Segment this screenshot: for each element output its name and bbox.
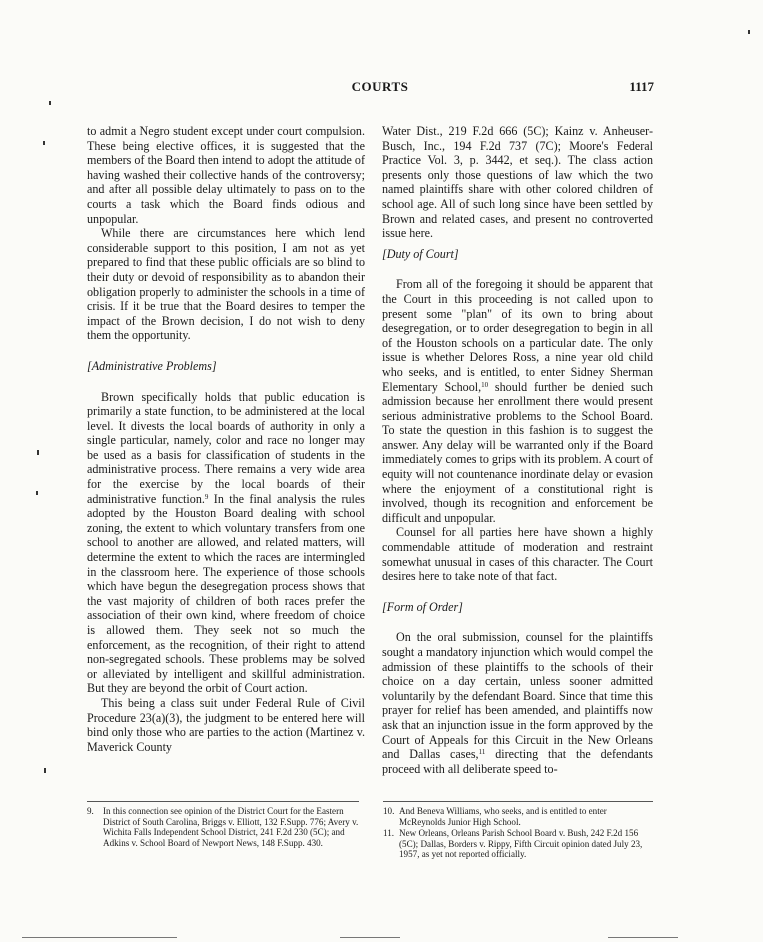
page-number: 1117: [629, 79, 654, 94]
left-paragraph-3: [87, 390, 365, 696]
scan-edge-line: [340, 937, 400, 938]
right-paragraph-4-part-a: On the oral submission, counsel for the plaintiffs sought a mandatory injunction which would compel the admission of these plaintiffs to the schools of their choice on a day certain, unless sooner admitted voluntarily by the defendant Board. Since that time this prayer for relief has been amended, and plaintiffs now ask that an injunction issue in the form approved by the Court of Appeals for this Circuit in the New Orleans and Dallas cases,: [382, 630, 653, 762]
footnote-number: 10.: [383, 806, 395, 816]
section-heading-administrative-problems: [Administrative Problems]: [87, 358, 217, 373]
scan-speck: [43, 141, 45, 145]
footnote-ref-9[interactable]: 9: [204, 492, 209, 501]
footnotes-right: [383, 801, 653, 861]
left-paragraph-3-part-a: Brown specifically holds that public education is primarily a state function, to be administered at the local level. It divests the local boards of authority in only a single particular, namely, color and race no longer may be used as a basis for classification of students in the administrative process. There remains a very wide area for the exercise by the local boards of their administrative function.: [87, 389, 365, 506]
left-paragraph-1: to admit a Negro student except under court compulsion. These being elective offices, it is suggested that the members of the Board then intend to adopt the attitude of having washed their collective hands of the controversy; and after all possible delay ultimately to pass on to the courts a task which the Board finds odious and unpopular.: [87, 124, 365, 226]
right-paragraph-2: [382, 277, 653, 525]
footnote-rule: [87, 801, 359, 802]
left-paragraph-4: This being a class suit under Federal Rule of Civil Procedure 23(a)(3), the judgment to be entered here will bind only those who are parties to the action (Martinez v. Maverick County: [87, 695, 365, 754]
footnote-11: [383, 828, 653, 860]
scan-speck: [37, 450, 39, 455]
scan-edge-line: [22, 937, 177, 938]
right-paragraph-2-part-b: should further be denied such admission because her enrollment there would present serious administrative problems to the School Board. To state the question in this fashion is to suggest the answer. Any delay will be warranted only if the Board immediately comes to grips with its problem. A court of equity will not countenance inordinate delay or evasion where the enjoyment of a constitutional right is involved, though its recognition and enforcement be difficult and unpopular.: [382, 379, 653, 525]
right-column: [382, 124, 653, 776]
scan-edge-line: [608, 937, 678, 938]
footnote-number: 9.: [87, 806, 94, 816]
scan-speck: [748, 30, 750, 34]
left-paragraph-2: While there are circumstances here which lend considerable support to this position, I am not as yet prepared to find that these public officials are so blind to their duty or devoid of responsibility as to abandon their obligation properly to administer the schools in a time of crisis. If it be true that the Board desires to temper the impact of the Brown decision, I do not wish to deny them the opportunity.: [87, 226, 365, 343]
footnote-rule: [383, 801, 653, 802]
footnotes-left: [87, 801, 359, 849]
scan-speck: [36, 491, 38, 495]
footnote-text: New Orleans, Orleans Parish School Board v. Bush, 242 F.2d 156 (5C); Dallas, Borders v. Rippy, Fifth Circuit opinion dated July 23, 1957, as yet not reported officially.: [399, 828, 643, 860]
right-paragraph-2-part-a: From all of the foregoing it should be apparent that the Court in this proceeding is not called upon to present some "plan" of its own to bring about desegregation, or to order desegregation to begin in all of the Houston schools on a particular date. The only issue is whether Delores Ross, a nine year old child who seeks, and is entitled, to enter Sidney Sherman Elementary School,: [382, 277, 653, 394]
section-heading-duty-of-court: [Duty of Court]: [382, 246, 459, 261]
scan-speck: [44, 768, 46, 773]
right-paragraph-3: Counsel for all parties here have shown a highly commendable attitude of moderation and restraint somewhat unusual in cases of this character. The Court desires here to take note of that fact.: [382, 525, 653, 584]
section-heading-form-of-order: [Form of Order]: [382, 599, 463, 614]
footnote-ref-10[interactable]: 10: [481, 380, 489, 389]
footnote-9: [87, 806, 359, 848]
scan-speck: [49, 101, 51, 105]
footnote-text: And Beneva Williams, who seeks, and is entitled to enter McReynolds Junior High School.: [399, 806, 607, 827]
left-column: [87, 124, 365, 754]
right-paragraph-4-part-b: directing that the defendants proceed with all deliberate speed to-: [382, 747, 653, 776]
left-paragraph-3-part-b: In the final analysis the rules adopted by the Houston Board dealing with school zoning, the extent to which voluntary transfers from one school to another are allowed, and related matters, will determine the extent to which the races are intermingled in the classroom here. The experience of those schools which have begun the desegregation process shows that the vast majority of children of both races prefer the association of their own kind, where freedom of choice is allowed them. They seek not so much the enforcement, as the recognition, of their right to attend non-segregated schools. These problems may be solved or alleviated by intelligent and skillful administration. But they are beyond the orbit of Court action.: [87, 491, 365, 696]
right-paragraph-1: Water Dist., 219 F.2d 666 (5C); Kainz v. Anheuser-Busch, Inc., 194 F.2d 737 (7C); Moore's Federal Practice Vol. 3, p. 3442, et seq.). The class action presents only those questions of law which the two named plaintiffs share with other colored children of school age. All of such long since have been settled by Brown and related cases, and present no controverted issue here.: [382, 124, 653, 241]
footnote-ref-11[interactable]: 11: [478, 748, 486, 757]
running-head-title: COURTS: [351, 79, 409, 94]
right-paragraph-4: [382, 630, 653, 776]
footnote-text: In this connection see opinion of the District Court for the Eastern District of South Carolina, Briggs v. Elliott, 132 F.Supp. 776; Avery v. Wichita Falls Independent School District, 241 F.2d 230 (5C); and Adkins v. School Board of Newport News, 148 F.Supp. 430.: [103, 806, 359, 848]
footnote-10: [383, 806, 653, 827]
footnote-number: 11.: [383, 828, 395, 839]
